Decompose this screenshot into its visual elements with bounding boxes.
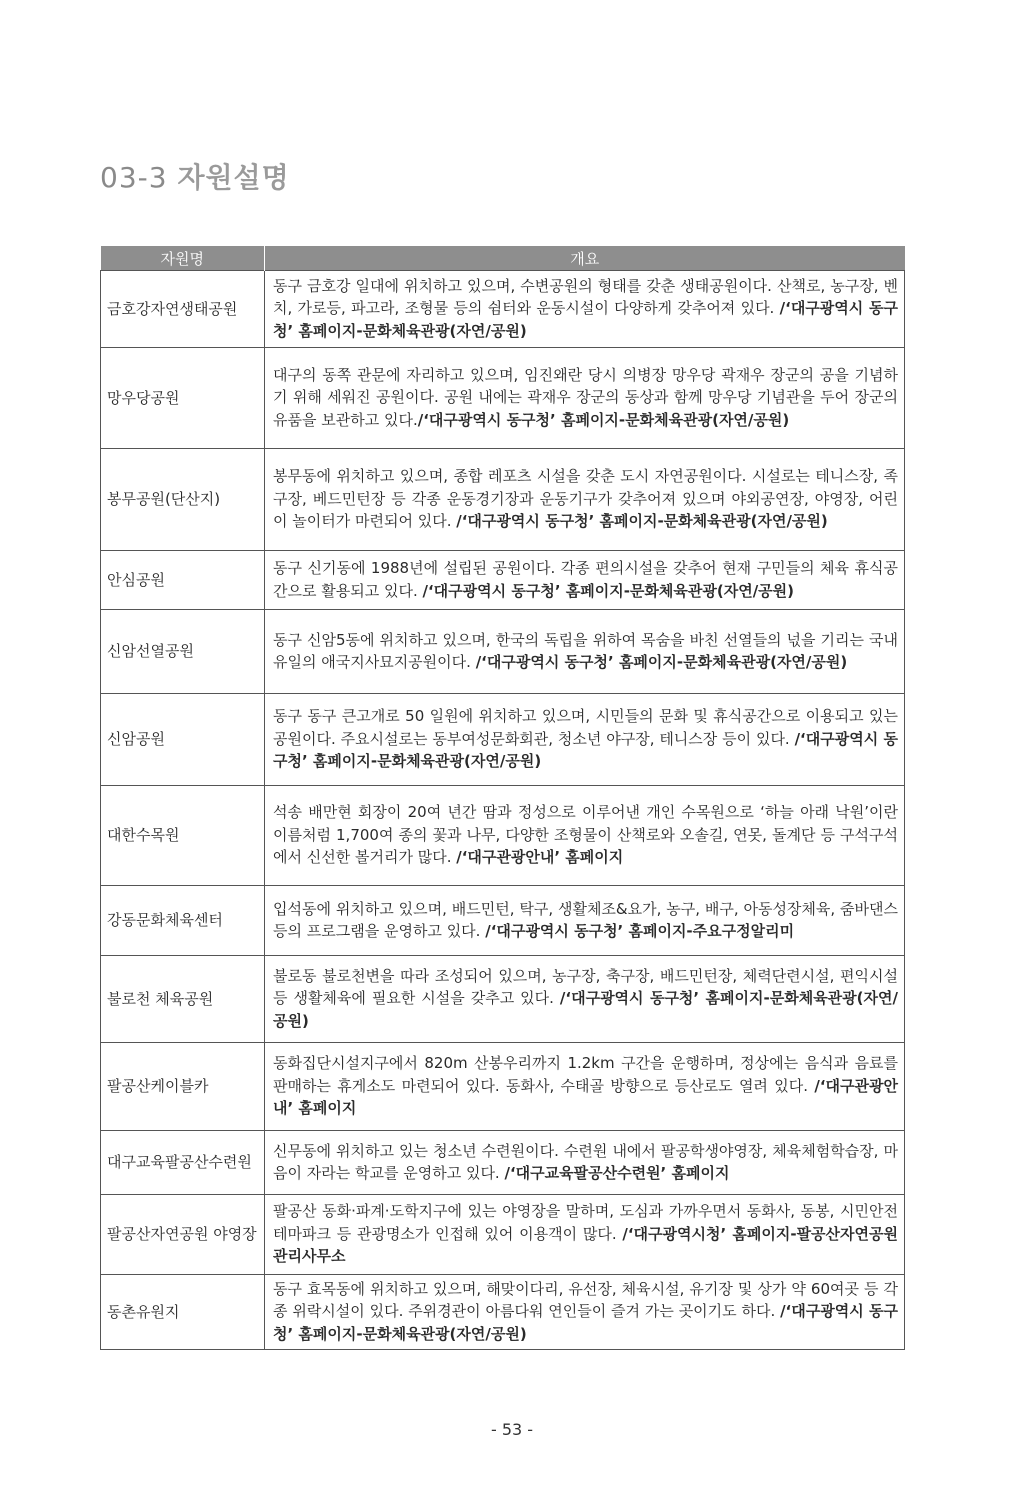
overview-source: /‘대구광역시 동구청’ 홈페이지-문화체육관광(자연/공원) <box>273 299 898 340</box>
overview-source: /‘대구관광안내’ 홈페이지 <box>456 848 624 867</box>
page-number: - 53 - <box>490 1420 534 1439</box>
resource-overview <box>265 956 905 1043</box>
resource-overview <box>265 348 905 449</box>
overview-source: /‘대구교육팔공산수련원’ 홈페이지 <box>504 1164 730 1182</box>
header-resource-name: 자원명 <box>101 246 265 271</box>
resource-name: 불로천 체육공원 <box>101 956 265 1043</box>
resource-name: 팔공산자연공원 야영장 <box>101 1195 265 1275</box>
overview-source: /‘대구광역시 동구청’ 홈페이지-문화체육관광(자연/공원) <box>417 410 790 429</box>
overview-source: /‘대구광역시 동구청’ 홈페이지-문화체육관광(자연/공원) <box>475 653 848 671</box>
resource-overview <box>265 886 905 956</box>
table-row <box>101 886 905 956</box>
resource-name: 동촌유원지 <box>101 1275 265 1350</box>
resource-table <box>100 246 905 1350</box>
section-title <box>100 156 290 196</box>
table-row <box>101 271 905 348</box>
resource-overview <box>265 551 905 610</box>
table-row <box>101 449 905 551</box>
resource-name: 신암선열공원 <box>101 610 265 694</box>
table-row <box>101 348 905 449</box>
resource-overview <box>265 1275 905 1350</box>
table-header-row <box>101 246 905 271</box>
resource-name: 안심공원 <box>101 551 265 610</box>
table-row <box>101 956 905 1043</box>
overview-source: /‘대구광역시 동구청’ 홈페이지-문화체육관광(자연/공원) <box>273 989 898 1030</box>
resource-name: 강동문화체육센터 <box>101 886 265 956</box>
overview-text: 대구의 동쪽 관문에 자리하고 있으며, 임진왜란 당시 의병장 망우당 곽재우 장군의 공을 기념하기 위해 세워진 공원이다. 공원 내에는 곽재우 장군의 동상과 함께 망우당 기념관을 두어 장군의 유품을 보관하고 있다. <box>273 365 898 429</box>
overview-text: 동구 효목동에 위치하고 있으며, 해맞이다리, 유선장, 체육시설, 유기장 및 상가 약 60여곳 등 각종 위락시설이 있다. 주위경관이 아름다워 연인들이 즐겨 가는 곳이기도 하다. <box>273 1279 898 1321</box>
overview-text: 팔공산 동화·파계·도학지구에 있는 야영장을 말하며, 도심과 가까우면서 동화사, 동봉, 시민안전테마파크 등 관광명소가 인접해 있어 이용객이 많다. <box>273 1202 898 1243</box>
overview-text: 불로동 불로천변을 따라 조성되어 있으며, 농구장, 축구장, 배드민턴장, 체력단련시설, 편익시설 등 생활체육에 필요한 시설을 갖추고 있다. <box>273 966 898 1008</box>
resource-overview <box>265 1043 905 1131</box>
section-number: 03-3 <box>100 161 168 194</box>
resource-overview <box>265 786 905 886</box>
overview-text: 동구 동구 큰고개로 50 일원에 위치하고 있으며, 시민들의 문화 및 휴식공간으로 이용되고 있는 공원이다. 주요시설로는 동부여성문화회관, 청소년 야구장, 테니스장 등이 있다. <box>273 707 898 748</box>
overview-text: 석송 배만현 회장이 20여 년간 땀과 정성으로 이루어낸 개인 수목원으로 ‘하늘 아래 낙원’이란 이름처럼 1,700여 종의 꽃과 나무, 다양한 조형물이 산책로와 오솔길, 연못, 돌계단 등 구석구석에서 신선한 볼거리가 많다. <box>273 803 898 867</box>
resource-overview <box>265 271 905 348</box>
resource-overview <box>265 1195 905 1275</box>
overview-source: /‘대구관광안내’ 홈페이지 <box>273 1076 898 1118</box>
resource-name: 봉무공원(단산지) <box>101 449 265 551</box>
overview-text: 동화집단시설지구에서 820m 산봉우리까지 1.2km 구간을 운행하며, 정상에는 음식과 음료를 판매하는 휴게소도 마련되어 있다. 동화사, 수태골 방향으로 등산로도 열려 있다. <box>273 1054 898 1095</box>
overview-text: 동구 신암5동에 위치하고 있으며, 한국의 독립을 위하여 목숨을 바친 선열들의 넋을 기리는 국내 유일의 애국지사묘지공원이다. <box>273 630 898 671</box>
resource-overview <box>265 1131 905 1195</box>
table-row <box>101 1043 905 1131</box>
resource-name: 금호강자연생태공원 <box>101 271 265 348</box>
overview-text: 봉무동에 위치하고 있으며, 종합 레포츠 시설을 갖춘 도시 자연공원이다. 시설로는 테니스장, 족구장, 베드민턴장 등 각종 운동경기장과 운동기구가 갖추어져 있으며 야외공연장, 야영장, 어린이 놀이터가 마련되어 있다. <box>273 467 898 531</box>
resource-name: 망우당공원 <box>101 348 265 449</box>
overview-text: 입석동에 위치하고 있으며, 배드민턴, 탁구, 생활체조&요가, 농구, 배구, 아동성장체육, 줌바댄스 등의 프로그램을 운영하고 있다. <box>273 899 898 940</box>
resource-name: 대한수목원 <box>101 786 265 886</box>
overview-source: /‘대구광역시 동구청’ 홈페이지-주요구정알리미 <box>485 922 795 940</box>
overview-source: /‘대구광역시 동구청’ 홈페이지-문화체육관광(자연/공원) <box>273 729 898 771</box>
header-overview: 개요 <box>265 246 905 271</box>
table-row <box>101 1275 905 1350</box>
resource-overview <box>265 694 905 786</box>
overview-text: 신무동에 위치하고 있는 청소년 수련원이다. 수련원 내에서 팔공학생야영장, 체육체험학습장, 마음이 자라는 학교를 운영하고 있다. <box>273 1141 898 1182</box>
table-row <box>101 694 905 786</box>
resource-overview <box>265 449 905 551</box>
resource-overview <box>265 610 905 694</box>
section-title-text: 자원설명 <box>177 161 290 194</box>
overview-source: /‘대구광역시 동구청’ 홈페이지-문화체육관광(자연/공원) <box>456 512 828 531</box>
table-row <box>101 610 905 694</box>
overview-text: 동구 신기동에 1988년에 설립된 공원이다. 각종 편의시설을 갖추어 현재 구민들의 체육 휴식공간으로 활용되고 있다. <box>273 559 898 600</box>
table-row <box>101 1131 905 1195</box>
resource-name: 신암공원 <box>101 694 265 786</box>
table-row <box>101 1195 905 1275</box>
overview-source: /‘대구광역시 동구청’ 홈페이지-문화체육관광(자연/공원) <box>273 1302 898 1343</box>
table-row <box>101 786 905 886</box>
overview-text: 동구 금호강 일대에 위치하고 있으며, 수변공원의 형태를 갖춘 생태공원이다. 산책로, 농구장, 벤치, 가로등, 파고라, 조형물 등의 쉼터와 운동시설이 다양하게 갖추어져 있다. <box>273 276 898 318</box>
overview-source: /‘대구광역시청’ 홈페이지-팔공산자연공원관리사무소 <box>273 1224 899 1266</box>
resource-name: 팔공산케이블카 <box>101 1043 265 1131</box>
table-row <box>101 551 905 610</box>
resource-name: 대구교육팔공산수련원 <box>101 1131 265 1195</box>
overview-source: /‘대구광역시 동구청’ 홈페이지-문화체육관광(자연/공원) <box>422 581 795 600</box>
